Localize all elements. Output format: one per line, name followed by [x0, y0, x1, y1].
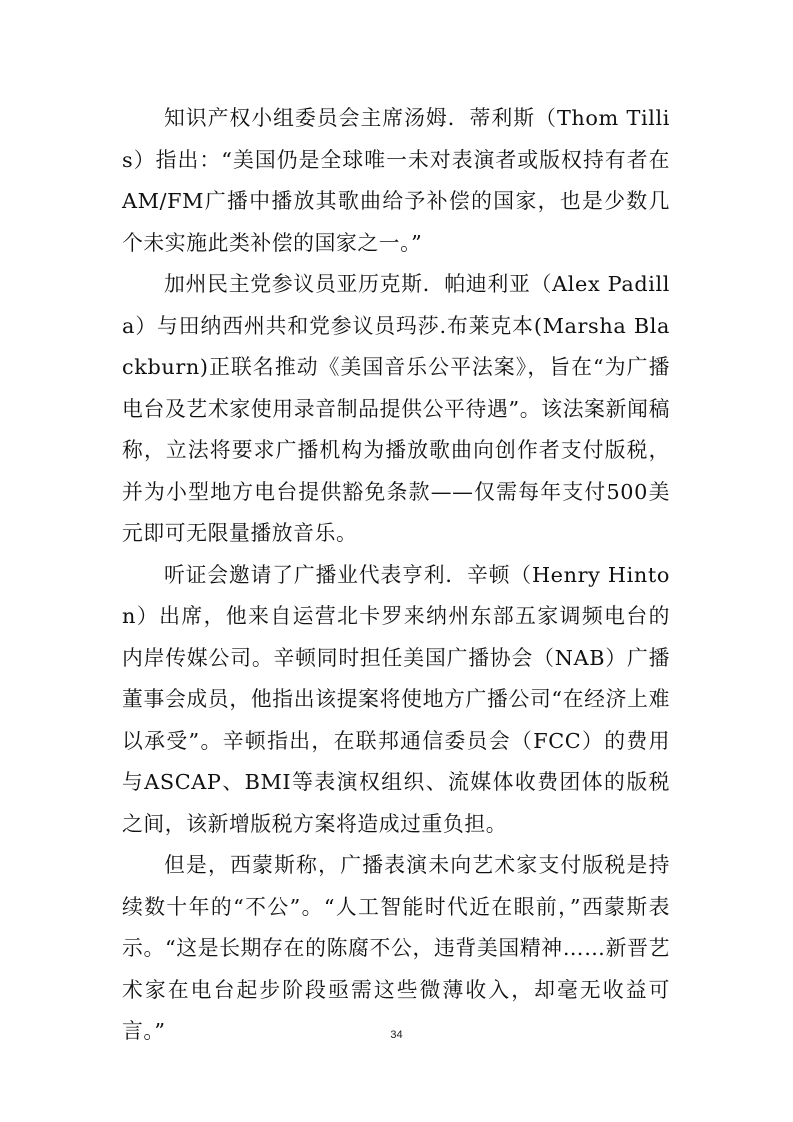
document-body	[122, 98, 670, 1053]
paragraph-hinton-testimony: 听证会邀请了广播业代表亨利．辛顿（Henry Hinton）出席，他来自运营北卡罗来纳州东部五家调频电台的内岸传媒公司。辛顿同时担任美国广播协会（NAB）广播董事会成员，他指出该提案将使地方广播公司“在经济上难以承受”。辛顿指出，在联邦通信委员会（FCC）的费用与ASCAP、BMI等表演权组织、流媒体收费团体的版税之间，该新增版税方案将造成过重负担。	[122, 562, 670, 836]
paragraph-simmons-statement: 但是，西蒙斯称，广播表演未向艺术家支付版税是持续数十年的“不公”。“人工智能时代近在眼前，”西蒙斯表示。“这是长期存在的陈腐不公，违背美国精神……新晋艺术家在电台起步阶段亟需这些微薄收入，却毫无收益可言。”	[122, 853, 670, 1043]
page-number: 34	[390, 1029, 403, 1041]
paragraph-music-fairness-act: 加州民主党参议员亚历克斯．帕迪利亚（Alex Padilla）与田纳西州共和党参议员玛莎.布莱克本(Marsha Blackburn)正联名推动《美国音乐公平法案》，旨在“为广播电台及艺术家使用录音制品提供公平待遇”。该法案新闻稿称，立法将要求广播机构为播放歌曲向创作者支付版税，并为小型地方电台提供豁免条款——仅需每年支付500美元即可无限量播放音乐。	[122, 272, 670, 545]
paragraph-tillis-quote: 知识产权小组委员会主席汤姆．蒂利斯（Thom Tillis）指出：“美国仍是全球唯一未对表演者或版权持有者在AM/FM广播中播放其歌曲给予补偿的国家，也是少数几个未实施此类补偿的国家之一。”	[122, 106, 670, 255]
